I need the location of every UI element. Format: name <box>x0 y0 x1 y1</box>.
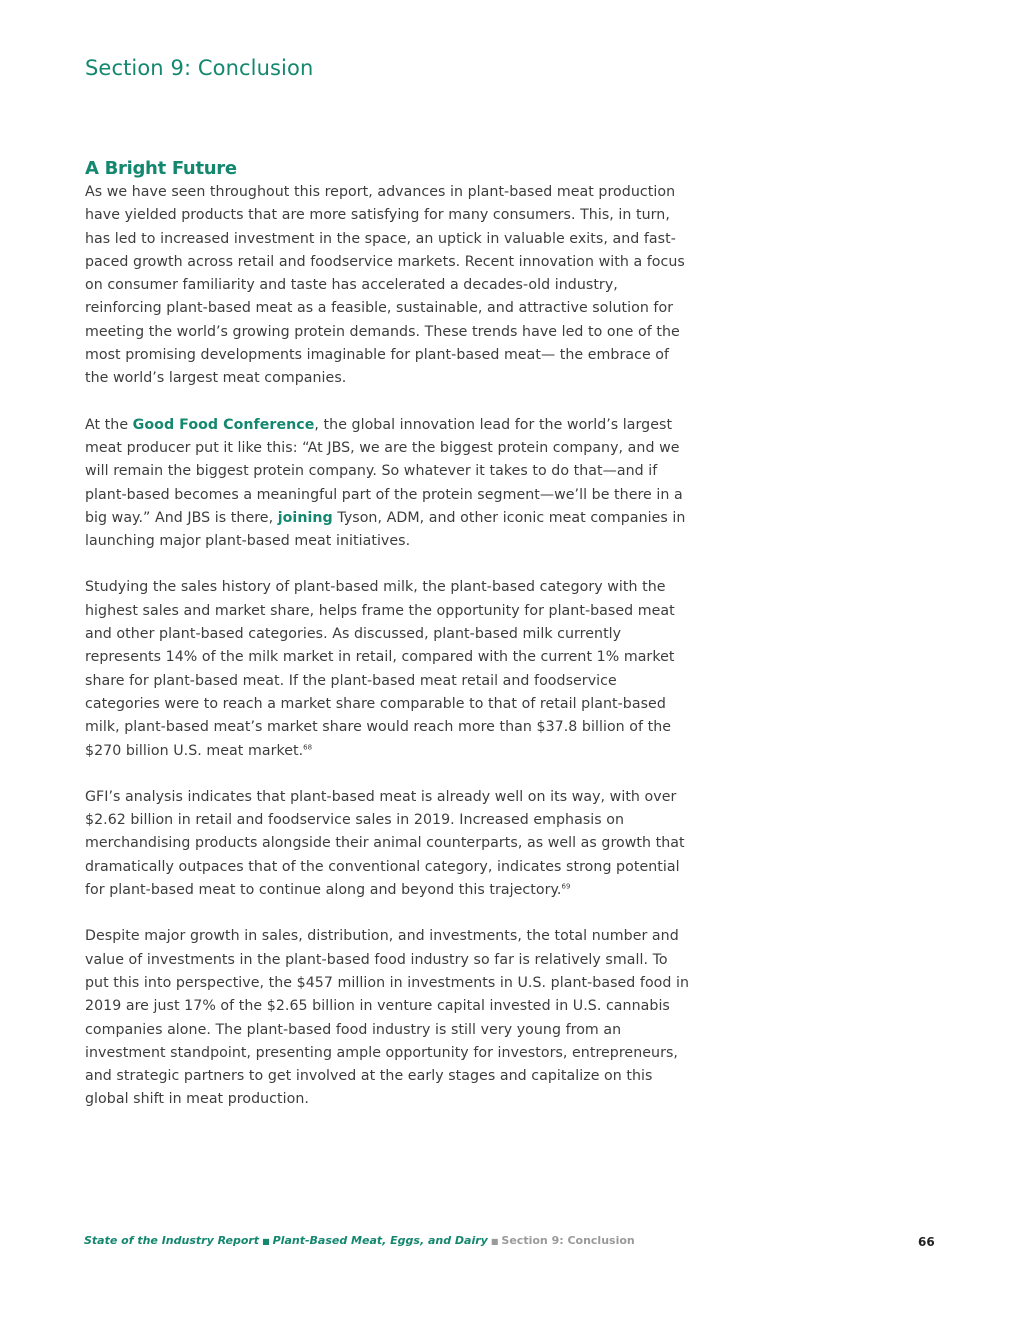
paragraph-2-text-end: Tyson, ADM, and other iconic meat companies in launching major plant-based meat initiatives. <box>85 509 686 550</box>
paragraph-2 <box>85 414 695 554</box>
footnote-69[interactable]: 69 <box>561 882 571 891</box>
breadcrumb-separator: ■ <box>262 1237 270 1246</box>
paragraph-2-text-middle: , the global innovation lead for the world’s largest meat producer put it like this: “At JBS, we are the biggest protein company, and we will remain the biggest protein company. So whatever it takes to do that—and if plant-based becomes a meaningful part of the protein segment—we’ll be there in a big way.” And JBS is there, <box>85 416 683 526</box>
good-food-conference-link[interactable]: Good Food Conference <box>132 416 315 433</box>
paragraph-5: Despite major growth in sales, distribution, and investments, the total number and value of investments in the plant-based food industry so far is relatively small. To put this into perspective, the $457 million in investments in U.S. plant-based food in 2019 are just 17% of the $2.65 billion in venture capital invested in U.S. cannabis companies alone. The plant-based food industry is still very young from an investment standpoint, presenting ample opportunity for investors, entrepreneurs, and strategic partners to get involved at the early stages and capitalize on this global shift in meat production. <box>85 928 690 1108</box>
breadcrumb-category[interactable]: Plant-Based Meat, Eggs, and Dairy <box>272 1234 488 1247</box>
breadcrumb-current-section: Section 9: Conclusion <box>501 1234 635 1247</box>
paragraph-4-text: GFI’s analysis indicates that plant-based meat is already well on its way, with over $2.62 billion in retail and foodservice sales in 2019. Increased emphasis on merchandising products alongside their animal counterparts, as well as growth that dramatically outpaces that of the conventional category, indicates strong potential for plant-based meat to continue along and beyond this trajectory. <box>85 788 685 899</box>
breadcrumb-separator: ■ <box>490 1237 499 1246</box>
breadcrumb-report[interactable]: State of the Industry Report <box>84 1234 260 1247</box>
paragraph-3 <box>85 576 695 762</box>
section-title: Section 9: Conclusion <box>85 56 314 80</box>
paragraph-3-text: Studying the sales history of plant-based milk, the plant-based category with the highest sales and market share, helps frame the opportunity for plant-based meat and other plant-based categories. As discussed, plant-based milk currently represents 14% of the milk market in retail, compared with the current 1% market share for plant-based meat. If the plant-based meat retail and foodservice categories were to reach a market share comparable to that of retail plant-based milk, plant-based meat’s market share would reach more than $37.8 billion of the $270 billion U.S. meat market. <box>85 579 675 759</box>
joining-link[interactable]: joining <box>277 509 333 526</box>
main-content <box>85 157 695 1135</box>
paragraph-4 <box>85 786 695 902</box>
subheading: A Bright Future <box>85 158 237 179</box>
paragraph-1: As we have seen throughout this report, advances in plant-based meat production have yielded products that are more satisfying for many consumers. This, in turn, has led to increased investment in the space, an uptick in valuable exits, and fast-paced growth across retail and foodservice markets. Recent innovation with a focus on consumer familiarity and taste has accelerated a decades-old industry, reinforcing plant-based meat as a feasible, sustainable, and attractive solution for meeting the world’s growing protein demands. These trends have led to one of the most promising developments imaginable for plant-based meat— the embrace of the world’s largest meat companies. <box>85 184 685 387</box>
page-number: 66 <box>918 1235 935 1249</box>
footnote-68[interactable]: 68 <box>303 742 313 751</box>
footer-breadcrumb <box>84 1234 635 1247</box>
paragraph-2-text-start: At the <box>85 416 133 433</box>
